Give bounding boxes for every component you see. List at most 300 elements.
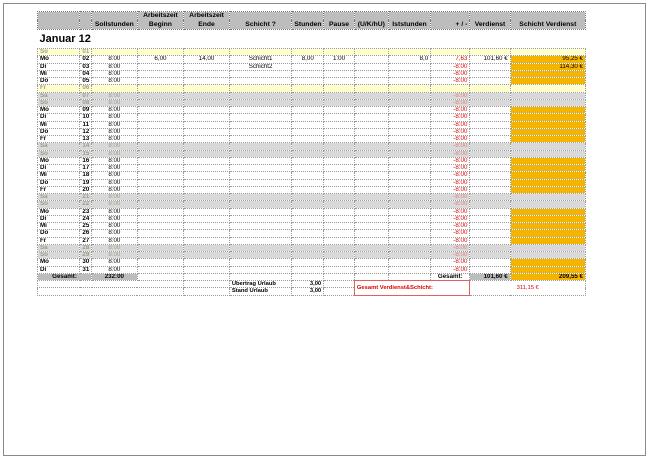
header-schicht: Schicht ?: [229, 20, 292, 30]
soll-cell: 8:00: [92, 121, 138, 128]
ukhu-cell[interactable]: [354, 150, 388, 157]
schicht-verdienst-cell: [510, 252, 585, 259]
ende-cell[interactable]: [184, 128, 230, 135]
diff-cell: -8:00: [431, 150, 470, 157]
beginn-cell[interactable]: [137, 49, 184, 56]
day-date: 30: [80, 259, 92, 266]
pause-cell[interactable]: [324, 107, 355, 114]
soll-cell: 8:00: [92, 223, 138, 230]
day-name: Di: [38, 266, 80, 273]
schicht-cell[interactable]: [229, 266, 292, 273]
schicht-cell[interactable]: [229, 78, 292, 85]
diff-cell: -8:00: [431, 266, 470, 273]
ukhu-cell[interactable]: [354, 230, 388, 237]
day-name: Mo: [38, 107, 80, 114]
beginn-cell[interactable]: [137, 99, 184, 106]
schicht-cell[interactable]: [229, 194, 292, 201]
day-name: Di: [38, 215, 80, 222]
verdienst-cell: [470, 121, 510, 128]
schicht-verdienst-cell: [510, 107, 585, 114]
day-date: 11: [80, 121, 92, 128]
verdienst-cell: [470, 150, 510, 157]
day-row: [38, 237, 586, 244]
ukhu-cell[interactable]: [354, 107, 388, 114]
soll-cell: 8:00: [92, 107, 138, 114]
beginn-cell[interactable]: [137, 165, 184, 172]
beginn-cell[interactable]: [137, 237, 184, 244]
stunden-cell: [292, 186, 324, 193]
pause-cell[interactable]: [324, 186, 355, 193]
day-name: Do: [38, 179, 80, 186]
verdienst-cell: [470, 92, 510, 99]
day-date: 12: [80, 128, 92, 135]
timesheet-grid: [37, 11, 586, 296]
ukhu-cell[interactable]: [354, 259, 388, 266]
verdienst-cell: [470, 194, 510, 201]
schicht-cell[interactable]: [229, 230, 292, 237]
header-cell: [431, 12, 470, 21]
schicht-verdienst-cell: [510, 143, 585, 150]
beginn-cell[interactable]: [137, 107, 184, 114]
schicht-verdienst-cell: [510, 150, 585, 157]
pause-cell[interactable]: [324, 172, 355, 179]
ende-cell[interactable]: [184, 63, 230, 70]
beginn-cell[interactable]: [137, 114, 184, 121]
header-ende-top: Arbeitszeit: [184, 12, 230, 21]
ende-cell[interactable]: [184, 157, 230, 164]
schicht-cell[interactable]: [229, 179, 292, 186]
schicht-verdienst-cell: [510, 208, 585, 215]
verdienst-cell: 101,60 €: [470, 56, 510, 63]
ukhu-cell[interactable]: [354, 266, 388, 273]
month-title: Januar 12: [38, 30, 184, 49]
day-row: [38, 85, 586, 92]
ist-cell: [388, 194, 430, 201]
ende-cell[interactable]: [184, 223, 230, 230]
pause-cell[interactable]: [324, 85, 355, 92]
ukhu-cell[interactable]: [354, 237, 388, 244]
beginn-cell[interactable]: [137, 230, 184, 237]
soll-cell: 8:00: [92, 237, 138, 244]
schicht-cell[interactable]: [229, 237, 292, 244]
ukhu-cell[interactable]: [354, 215, 388, 222]
schicht-cell[interactable]: [229, 136, 292, 143]
ende-cell[interactable]: [184, 121, 230, 128]
day-date: 14: [80, 143, 92, 150]
schicht-cell[interactable]: [229, 92, 292, 99]
pause-cell[interactable]: 1:00: [324, 56, 355, 63]
schicht-cell[interactable]: [229, 143, 292, 150]
day-date: 26: [80, 230, 92, 237]
soll-cell: 8:00: [92, 143, 138, 150]
header-schicht-verdienst: Schicht Verdienst: [510, 20, 585, 30]
schicht-verdienst-cell: [510, 259, 585, 266]
day-name: Mi: [38, 172, 80, 179]
ukhu-cell[interactable]: [354, 128, 388, 135]
ende-cell[interactable]: [184, 230, 230, 237]
ende-cell[interactable]: 14,00: [184, 56, 230, 63]
ist-cell: [388, 208, 430, 215]
ist-cell: [388, 157, 430, 164]
stand-urlaub-value: 3,00: [292, 288, 324, 295]
ist-cell: [388, 70, 430, 77]
ende-cell[interactable]: [184, 208, 230, 215]
day-name: Do: [38, 230, 80, 237]
stunden-cell: [292, 143, 324, 150]
pause-cell[interactable]: [324, 179, 355, 186]
diff-cell: -8:00: [431, 208, 470, 215]
day-row: [38, 252, 586, 259]
gesamt-verdienst-label: Gesamt Verdienst&Schicht:: [354, 281, 470, 296]
schicht-verdienst-cell: 95,25 €: [510, 56, 585, 63]
totals-cell: [229, 273, 292, 280]
header-cell: [92, 12, 138, 21]
day-date: 16: [80, 157, 92, 164]
schicht-verdienst-cell: [510, 85, 585, 92]
schicht-cell[interactable]: [229, 49, 292, 56]
beginn-cell[interactable]: [137, 63, 184, 70]
header-beginn: Beginn: [137, 20, 184, 30]
soll-cell: 8:00: [92, 194, 138, 201]
day-row: [38, 78, 586, 85]
ukhu-cell[interactable]: [354, 165, 388, 172]
ist-cell: [388, 143, 430, 150]
soll-cell: 8:00: [92, 114, 138, 121]
stunden-cell: [292, 92, 324, 99]
day-name: Do: [38, 128, 80, 135]
ende-cell[interactable]: [184, 244, 230, 251]
day-date: 15: [80, 150, 92, 157]
ukhu-cell[interactable]: [354, 121, 388, 128]
day-rows: [38, 49, 586, 274]
pause-cell[interactable]: [324, 266, 355, 273]
header-plusminus: + / -: [431, 20, 470, 30]
schicht-cell[interactable]: [229, 114, 292, 121]
ukhu-cell[interactable]: [354, 186, 388, 193]
pause-cell[interactable]: [324, 128, 355, 135]
ende-cell[interactable]: [184, 194, 230, 201]
verdienst-cell: [470, 208, 510, 215]
pause-cell[interactable]: [324, 121, 355, 128]
verdienst-cell: [470, 157, 510, 164]
beginn-cell[interactable]: [137, 208, 184, 215]
pause-cell[interactable]: [324, 208, 355, 215]
ukhu-cell[interactable]: [354, 223, 388, 230]
ende-cell[interactable]: [184, 85, 230, 92]
ukhu-cell[interactable]: [354, 179, 388, 186]
schicht-cell[interactable]: [229, 99, 292, 106]
day-row: [38, 165, 586, 172]
ukhu-cell[interactable]: [354, 114, 388, 121]
beginn-cell[interactable]: [137, 223, 184, 230]
pause-cell[interactable]: [324, 78, 355, 85]
pause-cell[interactable]: [324, 165, 355, 172]
ende-cell[interactable]: [184, 78, 230, 85]
day-row: [38, 128, 586, 135]
schicht-cell[interactable]: [229, 208, 292, 215]
header-cell: [292, 12, 324, 21]
ende-cell[interactable]: [184, 252, 230, 259]
ende-cell[interactable]: [184, 172, 230, 179]
pause-cell[interactable]: [324, 49, 355, 56]
pause-cell[interactable]: [324, 215, 355, 222]
ende-cell[interactable]: [184, 186, 230, 193]
beginn-cell[interactable]: [137, 201, 184, 208]
soll-cell: 8:00: [92, 56, 138, 63]
schicht-cell[interactable]: [229, 186, 292, 193]
beginn-cell[interactable]: [137, 70, 184, 77]
beginn-cell[interactable]: [137, 244, 184, 251]
ende-cell[interactable]: [184, 92, 230, 99]
diff-cell: -8:00: [431, 99, 470, 106]
beginn-cell[interactable]: 6,00: [137, 56, 184, 63]
stunden-cell: [292, 121, 324, 128]
day-row: [38, 172, 586, 179]
day-name: Mo: [38, 157, 80, 164]
verdienst-cell: [470, 201, 510, 208]
stunden-cell: [292, 85, 324, 92]
beginn-cell[interactable]: [137, 121, 184, 128]
diff-cell: [431, 85, 470, 92]
pause-cell[interactable]: [324, 143, 355, 150]
pause-cell[interactable]: [324, 99, 355, 106]
diff-cell: -8:00: [431, 244, 470, 251]
ende-cell[interactable]: [184, 99, 230, 106]
ukhu-cell[interactable]: [354, 252, 388, 259]
beginn-cell[interactable]: [137, 92, 184, 99]
pause-cell[interactable]: [324, 259, 355, 266]
day-name: Mo: [38, 208, 80, 215]
beginn-cell[interactable]: [137, 150, 184, 157]
diff-cell: -8:00: [431, 230, 470, 237]
soll-cell: 8:00: [92, 92, 138, 99]
schicht-cell[interactable]: Schicht1: [229, 56, 292, 63]
schicht-cell[interactable]: [229, 252, 292, 259]
beginn-cell[interactable]: [137, 143, 184, 150]
uebertrag-value[interactable]: 3,00: [292, 281, 324, 288]
beginn-cell[interactable]: [137, 179, 184, 186]
ukhu-cell[interactable]: [354, 157, 388, 164]
day-row: [38, 244, 586, 251]
pause-cell[interactable]: [324, 230, 355, 237]
stunden-cell: [292, 150, 324, 157]
gesamt-verdienst-value: 311,15 €: [470, 281, 586, 296]
ende-cell[interactable]: [184, 215, 230, 222]
header-cell: [354, 12, 388, 21]
beginn-cell[interactable]: [137, 186, 184, 193]
ukhu-cell[interactable]: [354, 92, 388, 99]
stunden-cell: [292, 63, 324, 70]
totals-verdienst: 101,60 €: [470, 273, 510, 280]
beginn-cell[interactable]: [137, 128, 184, 135]
day-name: So: [38, 252, 80, 259]
header-cell: [38, 20, 80, 30]
schicht-cell[interactable]: [229, 165, 292, 172]
header-ukhu: (U/K/hU): [354, 20, 388, 30]
schicht-cell[interactable]: [229, 70, 292, 77]
pause-cell[interactable]: [324, 201, 355, 208]
day-row: [38, 230, 586, 237]
ukhu-cell[interactable]: [354, 201, 388, 208]
schicht-cell[interactable]: [229, 157, 292, 164]
ende-cell[interactable]: [184, 150, 230, 157]
pause-cell[interactable]: [324, 150, 355, 157]
beginn-cell[interactable]: [137, 259, 184, 266]
pause-cell[interactable]: [324, 92, 355, 99]
ukhu-cell[interactable]: [354, 194, 388, 201]
ende-cell[interactable]: [184, 259, 230, 266]
ukhu-cell[interactable]: [354, 136, 388, 143]
schicht-cell[interactable]: [229, 223, 292, 230]
beginn-cell[interactable]: [137, 172, 184, 179]
ende-cell[interactable]: [184, 237, 230, 244]
day-date: 03: [80, 63, 92, 70]
schicht-cell[interactable]: [229, 85, 292, 92]
ende-cell[interactable]: [184, 49, 230, 56]
verdienst-cell: [470, 237, 510, 244]
schicht-verdienst-cell: [510, 244, 585, 251]
schicht-cell[interactable]: [229, 244, 292, 251]
header-beginn-top: Arbeitszeit: [137, 12, 184, 21]
soll-cell: 8:00: [92, 150, 138, 157]
verdienst-cell: [470, 114, 510, 121]
verdienst-cell: [470, 107, 510, 114]
diff-cell: -8:00: [431, 201, 470, 208]
ende-cell[interactable]: [184, 266, 230, 273]
verdienst-cell: [470, 165, 510, 172]
soll-cell: 8:00: [92, 244, 138, 251]
schicht-cell[interactable]: [229, 215, 292, 222]
verdienst-cell: [470, 128, 510, 135]
schicht-cell[interactable]: [229, 128, 292, 135]
ist-cell: [388, 114, 430, 121]
pause-cell[interactable]: [324, 244, 355, 251]
stunden-cell: [292, 78, 324, 85]
beginn-cell[interactable]: [137, 215, 184, 222]
ende-cell[interactable]: [184, 143, 230, 150]
ukhu-cell[interactable]: [354, 78, 388, 85]
diff-cell: -8:00: [431, 114, 470, 121]
ukhu-cell[interactable]: [354, 85, 388, 92]
ende-cell[interactable]: [184, 114, 230, 121]
ist-cell: [388, 179, 430, 186]
totals-cell: [292, 273, 324, 280]
diff-cell: -8:00: [431, 223, 470, 230]
stunden-cell: [292, 201, 324, 208]
day-date: 18: [80, 172, 92, 179]
pause-cell[interactable]: [324, 252, 355, 259]
ist-cell: [388, 201, 430, 208]
schicht-cell[interactable]: [229, 107, 292, 114]
schicht-verdienst-cell: [510, 179, 585, 186]
pause-cell[interactable]: [324, 223, 355, 230]
beginn-cell[interactable]: [137, 85, 184, 92]
verdienst-cell: [470, 78, 510, 85]
pause-cell[interactable]: [324, 194, 355, 201]
uebertrag-label: Übertrag Urlaub: [229, 281, 292, 288]
totals-cell: [184, 273, 230, 280]
ukhu-cell[interactable]: [354, 56, 388, 63]
verdienst-cell: [470, 186, 510, 193]
totals-row: [38, 273, 586, 280]
ende-cell[interactable]: [184, 70, 230, 77]
ende-cell[interactable]: [184, 165, 230, 172]
soll-cell: 8:00: [92, 186, 138, 193]
schicht-cell[interactable]: [229, 201, 292, 208]
ende-cell[interactable]: [184, 179, 230, 186]
beginn-cell[interactable]: [137, 252, 184, 259]
ukhu-cell[interactable]: [354, 208, 388, 215]
pause-cell[interactable]: [324, 157, 355, 164]
schicht-verdienst-cell: [510, 237, 585, 244]
beginn-cell[interactable]: [137, 136, 184, 143]
header-cell: [510, 12, 585, 21]
schicht-verdienst-cell: [510, 266, 585, 273]
day-date: 25: [80, 223, 92, 230]
verdienst-cell: [470, 172, 510, 179]
beginn-cell[interactable]: [137, 266, 184, 273]
schicht-cell[interactable]: [229, 121, 292, 128]
beginn-cell[interactable]: [137, 157, 184, 164]
soll-cell: 8:00: [92, 201, 138, 208]
totals-cell: [324, 273, 355, 280]
day-row: [38, 208, 586, 215]
pause-cell[interactable]: [324, 63, 355, 70]
beginn-cell[interactable]: [137, 78, 184, 85]
ist-cell: [388, 259, 430, 266]
soll-cell: 8:00: [92, 78, 138, 85]
day-row: [38, 70, 586, 77]
schicht-cell[interactable]: [229, 259, 292, 266]
ukhu-cell[interactable]: [354, 99, 388, 106]
day-date: 13: [80, 136, 92, 143]
ist-cell: [388, 230, 430, 237]
diff-cell: -8:00: [431, 165, 470, 172]
pause-cell[interactable]: [324, 114, 355, 121]
schicht-cell[interactable]: Schicht2: [229, 63, 292, 70]
ukhu-cell[interactable]: [354, 143, 388, 150]
header-cell: [324, 12, 355, 21]
pause-cell[interactable]: [324, 237, 355, 244]
pause-cell[interactable]: [324, 136, 355, 143]
soll-cell: 8:00: [92, 157, 138, 164]
day-date: 27: [80, 237, 92, 244]
ukhu-cell[interactable]: [354, 49, 388, 56]
diff-cell: -8:00: [431, 172, 470, 179]
ist-cell: [388, 121, 430, 128]
ende-cell[interactable]: [184, 201, 230, 208]
stunden-cell: [292, 194, 324, 201]
pause-cell[interactable]: [324, 70, 355, 77]
ende-cell[interactable]: [184, 136, 230, 143]
ukhu-cell[interactable]: [354, 244, 388, 251]
verdienst-cell: [470, 99, 510, 106]
schicht-cell[interactable]: [229, 172, 292, 179]
ende-cell[interactable]: [184, 107, 230, 114]
soll-cell: 8:00: [92, 99, 138, 106]
ukhu-cell[interactable]: [354, 63, 388, 70]
header-cell: [388, 12, 430, 21]
schicht-cell[interactable]: [229, 150, 292, 157]
day-date: 31: [80, 266, 92, 273]
diff-cell: -8:00: [431, 179, 470, 186]
soll-cell: 8:00: [92, 252, 138, 259]
day-row: [38, 194, 586, 201]
ukhu-cell[interactable]: [354, 172, 388, 179]
ukhu-cell[interactable]: [354, 70, 388, 77]
beginn-cell[interactable]: [137, 194, 184, 201]
day-row: [38, 259, 586, 266]
